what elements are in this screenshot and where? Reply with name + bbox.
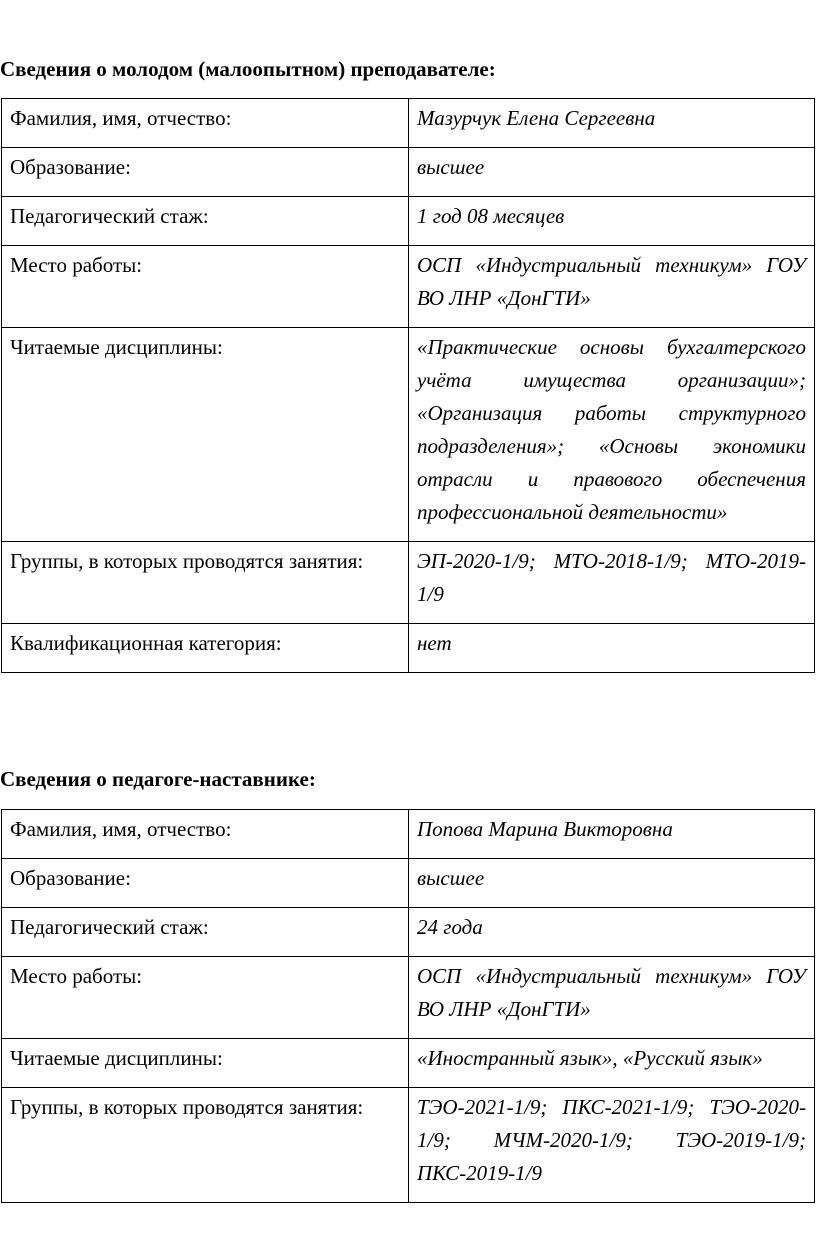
row-value: высшее xyxy=(409,148,815,197)
row-value: «Практические основы бухгалтерского учёта имущества организации»; «Организация работы структурного подразделения»; «Основы экономики отрасли и правового обеспечения профессиональной деятельности» xyxy=(409,328,815,542)
table-row xyxy=(2,542,815,624)
table-row xyxy=(2,810,815,859)
row-label: Фамилия, имя, отчество: xyxy=(2,810,409,859)
row-value: 24 года xyxy=(409,908,815,957)
table-row xyxy=(2,246,815,328)
row-value: ОСП «Индустриальный техникум» ГОУ ВО ЛНР «ДонГТИ» xyxy=(409,246,815,328)
table-row xyxy=(2,197,815,246)
mentor-heading: Сведения о педагоге-наставнике: xyxy=(0,767,316,791)
row-label: Образование: xyxy=(2,148,409,197)
table-row xyxy=(2,1039,815,1088)
row-label: Читаемые дисциплины: xyxy=(2,328,409,542)
row-label: Квалификационная категория: xyxy=(2,624,409,673)
row-label: Педагогический стаж: xyxy=(2,197,409,246)
young-teacher-table xyxy=(1,98,815,673)
row-value: Мазурчук Елена Сергеевна xyxy=(409,99,815,148)
row-value: ОСП «Индустриальный техникум» ГОУ ВО ЛНР «ДонГТИ» xyxy=(409,957,815,1039)
row-label: Группы, в которых проводятся занятия: xyxy=(2,1088,409,1203)
table-row xyxy=(2,908,815,957)
row-label: Место работы: xyxy=(2,246,409,328)
row-label: Фамилия, имя, отчество: xyxy=(2,99,409,148)
row-value: «Иностранный язык», «Русский язык» xyxy=(409,1039,815,1088)
row-label: Педагогический стаж: xyxy=(2,908,409,957)
table-row xyxy=(2,148,815,197)
row-label: Образование: xyxy=(2,859,409,908)
row-label: Читаемые дисциплины: xyxy=(2,1039,409,1088)
table-row xyxy=(2,859,815,908)
table-row xyxy=(2,99,815,148)
row-value: ТЭО-2021-1/9; ПКС-2021-1/9; ТЭО-2020-1/9; МЧМ-2020-1/9; ТЭО-2019-1/9; ПКС-2019-1/9 xyxy=(409,1088,815,1203)
mentor-table xyxy=(1,809,815,1203)
row-value: высшее xyxy=(409,859,815,908)
table-row xyxy=(2,328,815,542)
table-row xyxy=(2,957,815,1039)
table-row xyxy=(2,1088,815,1203)
young-teacher-heading: Сведения о молодом (малоопытном) преподавателе: xyxy=(0,57,496,81)
row-value: нет xyxy=(409,624,815,673)
table-row xyxy=(2,624,815,673)
row-label: Место работы: xyxy=(2,957,409,1039)
row-value: ЭП-2020-1/9; МТО-2018-1/9; МТО-2019-1/9 xyxy=(409,542,815,624)
row-value: 1 год 08 месяцев xyxy=(409,197,815,246)
row-value: Попова Марина Викторовна xyxy=(409,810,815,859)
row-label: Группы, в которых проводятся занятия: xyxy=(2,542,409,624)
